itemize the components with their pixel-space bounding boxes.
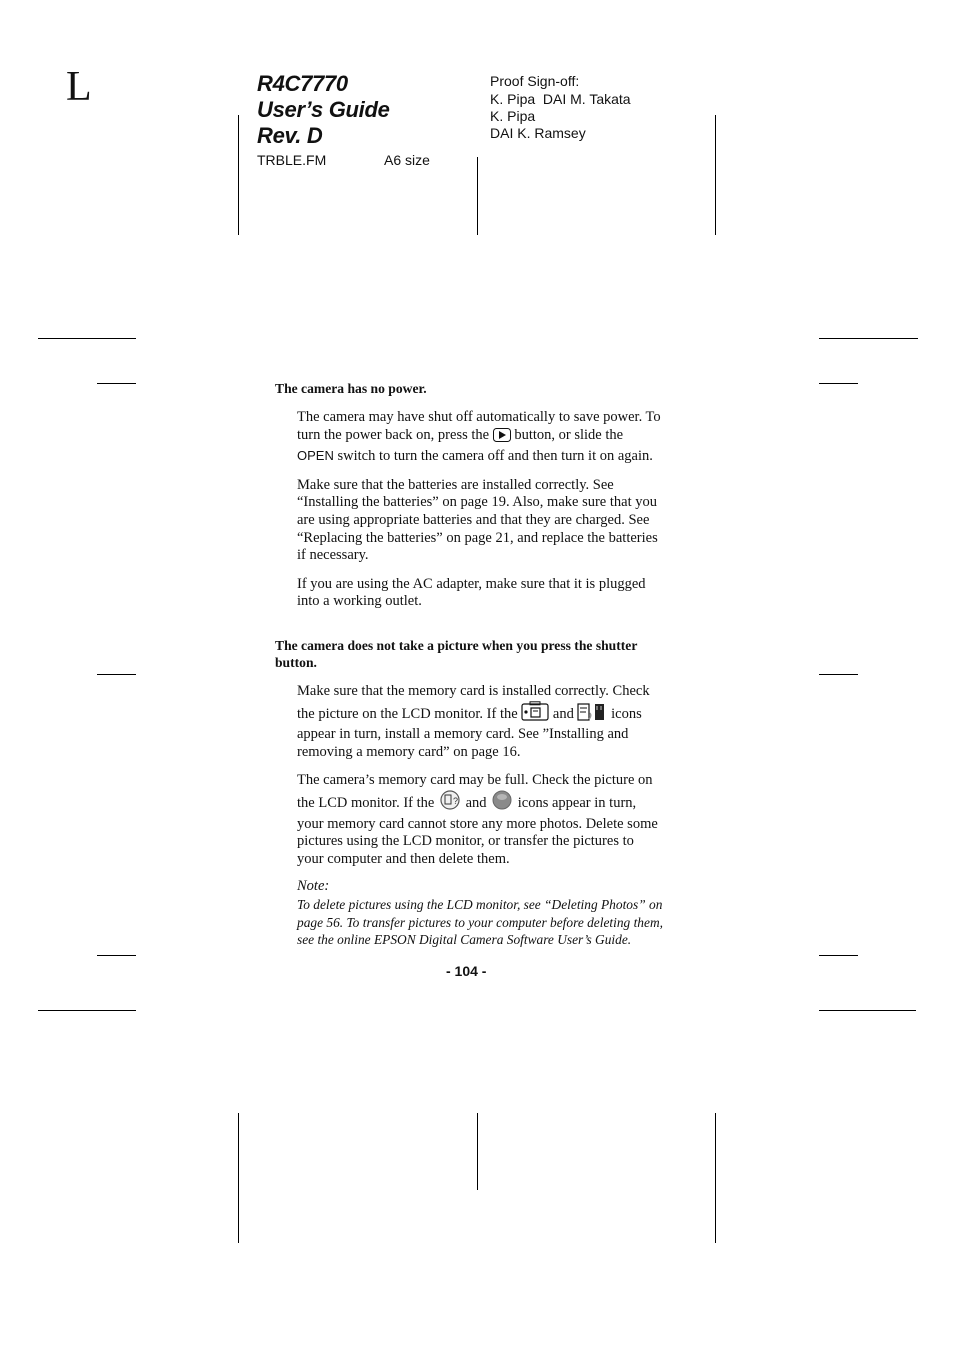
paragraph: Make sure that the batteries are installed correctly. See “Installing the batteries” on page 19. Also, make sure that you are using appropriate batteries and that they are charged. See “Replacing the batteries” on page 21, and replace the batteries if necessary.: [297, 476, 658, 564]
header-title-line2: User’s Guide: [257, 97, 390, 122]
crop-mark: [819, 383, 858, 384]
proof-label: Proof Sign-off:: [490, 73, 580, 89]
section-heading: The camera does not take a picture when you press the shutter button.: [275, 638, 638, 670]
crop-mark: [38, 1010, 136, 1011]
proof-line1: K. Pipa DAI M. Takata: [490, 91, 631, 107]
section-heading: The camera has no power.: [275, 381, 427, 396]
crop-mark: [97, 955, 136, 956]
crop-mark: [38, 338, 136, 339]
proof-line3: DAI K. Ramsey: [490, 125, 586, 141]
paragraph: [297, 409, 661, 466]
header-title-line1: R4C7770: [257, 71, 348, 96]
header-filename: TRBLE.FM: [257, 152, 327, 168]
crop-mark: [238, 1113, 239, 1243]
crop-mark: [819, 1010, 916, 1011]
crop-mark: [477, 1113, 478, 1190]
paragraph-text: and: [461, 794, 491, 811]
section-no-picture: [275, 637, 675, 949]
page-number: - 104 -: [446, 963, 487, 979]
paragraph-text: Make sure that the memory card is installed correctly. Check the picture on the LCD monitor. If the: [297, 683, 650, 722]
crop-mark: [819, 338, 918, 339]
crop-mark: [238, 115, 239, 235]
corner-letter: L: [66, 64, 92, 110]
header-title-line3: Rev. D: [257, 123, 323, 148]
paragraph-text: The camera may have shut off automatically to save power. To turn the power back on, press the: [297, 409, 661, 443]
note-label: Note:: [297, 878, 330, 895]
paragraph-text: button, or slide the: [510, 426, 624, 443]
note-text: To delete pictures using the LCD monitor, see “Deleting Photos” on page 56. To transfer pictures to your computer before deleting them, see the online EPSON Digital Camera Software User’s Guide.: [297, 896, 663, 948]
paragraph: [297, 772, 661, 868]
section-no-power: [275, 380, 675, 611]
crop-mark: [819, 955, 858, 956]
paragraph-text: icons appear in turn, your memory card cannot store any more photos. Delete some pictures using the LCD monitor, or transfer the pictures to your computer and then delete them.: [297, 794, 658, 867]
paragraph-text: switch to turn the camera off and then turn it on again.: [333, 448, 653, 465]
crop-mark: [97, 674, 136, 675]
crop-mark: [715, 1113, 716, 1243]
no-memory-card-icon: [577, 703, 593, 727]
paragraph-text: and: [549, 705, 578, 722]
crop-mark: [477, 157, 478, 235]
card-full-question-icon: [438, 790, 462, 816]
header-size: A6 size: [384, 152, 430, 168]
play-button-icon: [493, 428, 511, 448]
svg-text:?: ?: [452, 795, 458, 806]
memory-card-icon: [593, 703, 607, 727]
crop-mark: [819, 674, 858, 675]
camera-icon: [521, 701, 549, 727]
gray-circle-icon: [490, 790, 514, 816]
proof-line2: K. Pipa: [490, 108, 536, 124]
paragraph: [297, 683, 661, 761]
crop-mark: [715, 115, 716, 235]
paragraph-text: The camera’s memory card may be full. Check the picture on the LCD monitor. If the: [297, 772, 653, 811]
open-switch-label: OPEN: [297, 448, 334, 464]
paragraph: If you are using the AC adapter, make sure that it is plugged into a working outlet.: [297, 575, 646, 610]
paragraph-text: icons appear in turn, install a memory card. See ”Installing and removing a memory card” on page 16.: [297, 705, 642, 760]
crop-mark: [97, 383, 136, 384]
